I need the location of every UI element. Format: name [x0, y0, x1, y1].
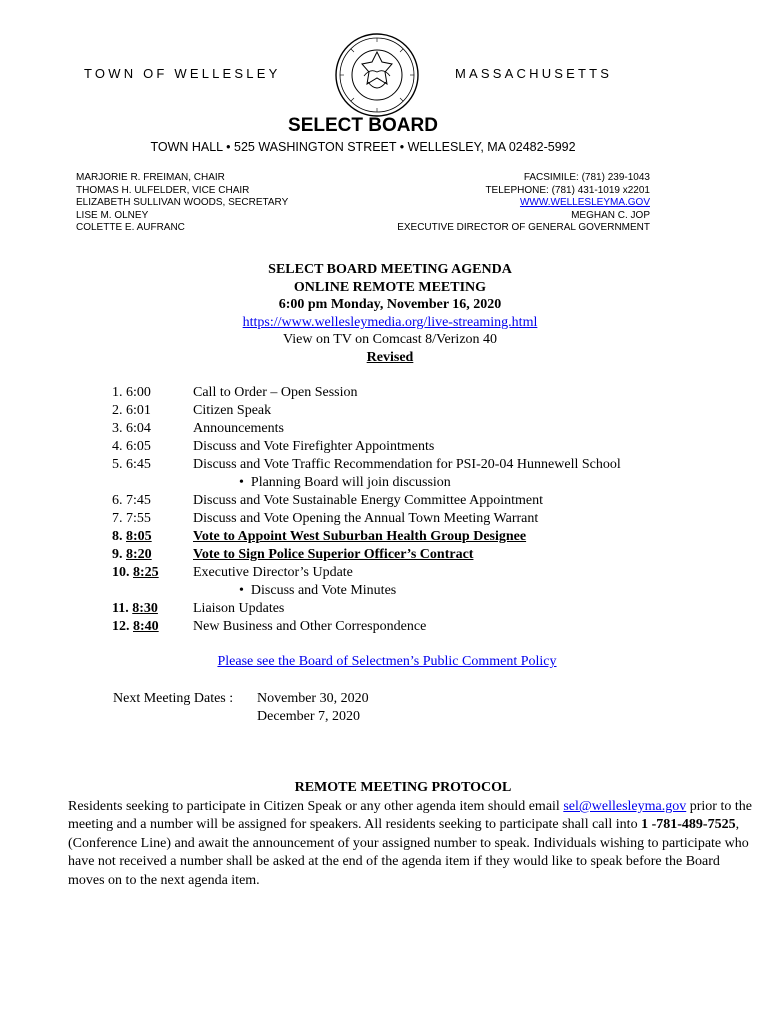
website-link[interactable]: WWW.WELLESLEYMA.GOV [519, 197, 650, 209]
list-item: 12. 8:40 New Business and Other Correspondence [112, 619, 427, 634]
town-name: TOWN OF WELLESLEY [84, 66, 281, 81]
board-title: SELECT BOARD [288, 115, 438, 136]
town-hall-address: TOWN HALL • 525 WASHINGTON STREET • WELLESLEY, MA 02482-5992 [150, 140, 576, 154]
list-item: 5. 6:45 Discuss and Vote Traffic Recommendation for PSI-20-04 Hunnewell School [112, 457, 621, 472]
meeting-type: ONLINE REMOTE MEETING [293, 279, 487, 295]
member-chair: MARJORIE R. FREIMAN, CHAIR [76, 172, 225, 183]
facsimile: FACSIMILE: (781) 239-1043 [523, 172, 650, 183]
director-title: EXECUTIVE DIRECTOR OF GENERAL GOVERNMENT [397, 222, 650, 234]
state-name: MASSACHUSETTS [455, 66, 613, 81]
list-item: 1. 6:00 Call to Order – Open Session [112, 385, 358, 400]
next-meeting-dates [113, 690, 369, 726]
public-comment-policy-link[interactable]: Please see the Board of Selectmen’s Public Comment Policy [217, 654, 557, 669]
protocol-title: REMOTE MEETING PROTOCOL [294, 780, 512, 795]
next-meeting-label: Next Meeting Dates : [113, 691, 234, 706]
conference-phone: 1 -781-489-7525 [641, 817, 736, 833]
bullet-icon: • [239, 475, 244, 490]
next-meeting-date: December 7, 2020 [257, 709, 361, 724]
member: LISE M. OLNEY [76, 209, 149, 221]
list-item: 6. 7:45 Discuss and Vote Sustainable Energy Committee Appointment [112, 493, 543, 508]
board-members [76, 172, 288, 235]
contact-info [397, 172, 650, 235]
email-link[interactable]: sel@wellesleyma.gov [563, 799, 687, 814]
revised-label: Revised [366, 349, 414, 365]
live-stream-link[interactable]: https://www.wellesleymedia.org/live-streaming.html [242, 314, 538, 330]
protocol-text: Residents seeking to participate in Citizen Speak or any other agenda item should email sel@wellesleyma.gov prior to the meeting and a number will be assigned for speakers. All residents seeking to participate shall call into 1 -781-489-7525, (Conference Line) and await the announcement of your assigned number to speak. Individuals wishing to participate who have not received a number shall be asked at the end of the agenda item if they would like to speak before the Board moves on to the next agenda item. [68, 799, 752, 888]
list-item: 2. 6:01 Citizen Speak [112, 403, 272, 418]
sub-item: • Planning Board will join discussion [239, 475, 451, 490]
list-item: 3. 6:04 Announcements [112, 421, 284, 436]
member-secretary: ELIZABETH SULLIVAN WOODS, SECRETARY [76, 197, 289, 209]
sub-item: • Discuss and Vote Minutes [239, 583, 397, 598]
tv-info: View on TV on Comcast 8/Verizon 40 [282, 332, 498, 348]
list-item: 9. 8:20 Vote to Sign Police Superior Officer’s Contract [112, 547, 474, 562]
agenda-list [112, 384, 712, 636]
telephone: TELEPHONE: (781) 431-1019 x2201 [485, 184, 650, 196]
policy-section [0, 654, 770, 670]
list-item: 11. 8:30 Liaison Updates [112, 601, 285, 616]
director-name: MEGHAN C. JOP [571, 209, 650, 221]
list-item: 4. 6:05 Discuss and Vote Firefighter Appointments [112, 439, 435, 454]
list-item: 10. 8:25 Executive Director’s Update [112, 565, 353, 580]
bullet-icon: • [239, 583, 244, 598]
agenda-title: SELECT BOARD MEETING AGENDA [268, 262, 512, 277]
list-item: 8. 8:05 Vote to Appoint West Suburban Health Group Designee [112, 529, 527, 544]
agenda-header [0, 261, 770, 367]
meeting-datetime: 6:00 pm Monday, November 16, 2020 [278, 297, 502, 313]
next-meeting-date: November 30, 2020 [257, 691, 369, 706]
member: COLETTE E. AUFRANC [76, 222, 185, 234]
list-item: 7. 7:55 Discuss and Vote Opening the Annual Town Meeting Warrant [112, 511, 539, 526]
town-seal-icon [334, 32, 420, 118]
member-vice-chair: THOMAS H. ULFELDER, VICE CHAIR [76, 184, 250, 196]
